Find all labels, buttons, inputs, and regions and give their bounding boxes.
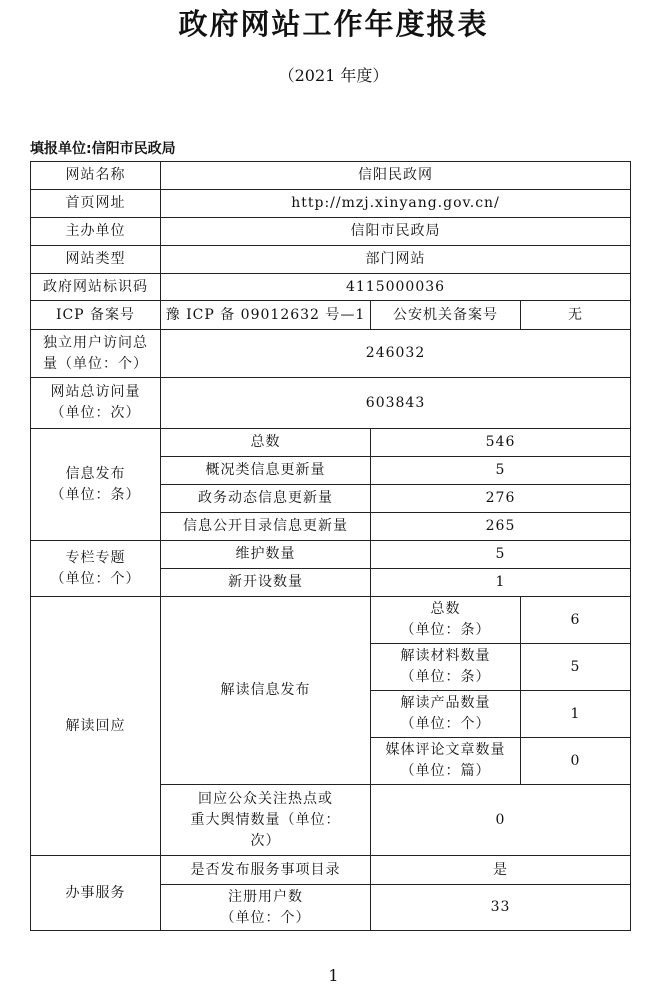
- site-type-value: 部门网站: [161, 246, 631, 274]
- registered-users-value: 33: [371, 885, 631, 931]
- unique-visitors-label: 独立用户访问总 量（单位：个）: [31, 330, 161, 378]
- interp-media-label: 媒体评论文章数量 （单位：篇）: [371, 738, 521, 785]
- total-visits-label: 网站总访问量 （单位：次）: [31, 378, 161, 429]
- interp-material-value: 5: [521, 644, 631, 691]
- site-name-label: 网站名称: [31, 162, 161, 190]
- row-site-code: [31, 274, 631, 301]
- column-row: [31, 541, 631, 569]
- service-catalog-label: 是否发布服务事项目录: [161, 856, 371, 885]
- site-type-label: 网站类型: [31, 246, 161, 274]
- response-label: 回应公众关注热点或 重大舆情数量（单位： 次）: [161, 785, 371, 856]
- interp-row: [31, 597, 631, 644]
- registered-users-label: 注册用户数 （单位：个）: [161, 885, 371, 931]
- columns-label: 专栏专题 （单位：个）: [31, 541, 161, 597]
- interp-product-value: 1: [521, 691, 631, 738]
- columns-new-value: 1: [371, 569, 631, 597]
- info-total-value: 546: [371, 429, 631, 457]
- row-total-visits: [31, 378, 631, 429]
- columns-maintained-value: 5: [371, 541, 631, 569]
- police-record-label: 公安机关备案号: [371, 301, 521, 330]
- info-overview-value: 5: [371, 457, 631, 485]
- info-row: [31, 429, 631, 457]
- row-unique-visitors: [31, 330, 631, 378]
- police-record-value: 无: [521, 301, 631, 330]
- service-row: [31, 856, 631, 885]
- info-overview-label: 概况类信息更新量: [161, 457, 371, 485]
- report-table: [30, 161, 631, 931]
- sponsor-label: 主办单位: [31, 218, 161, 246]
- interp-material-label: 解读材料数量 （单位：条）: [371, 644, 521, 691]
- info-catalog-label: 信息公开目录信息更新量: [161, 513, 371, 541]
- row-icp: [31, 301, 631, 330]
- columns-new-label: 新开设数量: [161, 569, 371, 597]
- service-catalog-value: 是: [371, 856, 631, 885]
- unique-visitors-value: 246032: [161, 330, 631, 378]
- interp-total-value: 6: [521, 597, 631, 644]
- report-year: （2021 年度）: [278, 66, 389, 85]
- columns-maintained-label: 维护数量: [161, 541, 371, 569]
- info-catalog-value: 265: [371, 513, 631, 541]
- row-sponsor: [31, 218, 631, 246]
- homepage-value: http://mzj.xinyang.gov.cn/: [161, 190, 631, 218]
- icp-value: 豫 ICP 备 09012632 号—1: [161, 301, 371, 330]
- sponsor-value: 信阳市民政局: [161, 218, 631, 246]
- row-homepage: [31, 190, 631, 218]
- filing-unit: 填报单位:信阳市民政局: [30, 141, 176, 157]
- interp-media-value: 0: [521, 738, 631, 785]
- page-number: 1: [328, 966, 339, 985]
- site-code-value: 4115000036: [161, 274, 631, 301]
- row-site-type: [31, 246, 631, 274]
- response-value: 0: [371, 785, 631, 856]
- interpretation-sub-label: 解读信息发布: [161, 597, 371, 785]
- info-total-label: 总数: [161, 429, 371, 457]
- info-news-value: 276: [371, 485, 631, 513]
- icp-label: ICP 备案号: [31, 301, 161, 330]
- site-code-label: 政府网站标识码: [31, 274, 161, 301]
- page-title: 政府网站工作年度报表: [178, 7, 489, 41]
- info-news-label: 政务动态信息更新量: [161, 485, 371, 513]
- site-name-value: 信阳民政网: [161, 162, 631, 190]
- interp-total-label: 总数 （单位：条）: [371, 597, 521, 644]
- services-label: 办事服务: [31, 856, 161, 931]
- row-site-name: [31, 162, 631, 190]
- homepage-label: 首页网址: [31, 190, 161, 218]
- interp-product-label: 解读产品数量 （单位：个）: [371, 691, 521, 738]
- info-publish-label: 信息发布 （单位：条）: [31, 429, 161, 541]
- total-visits-value: 603843: [161, 378, 631, 429]
- interpretation-label: 解读回应: [31, 597, 161, 856]
